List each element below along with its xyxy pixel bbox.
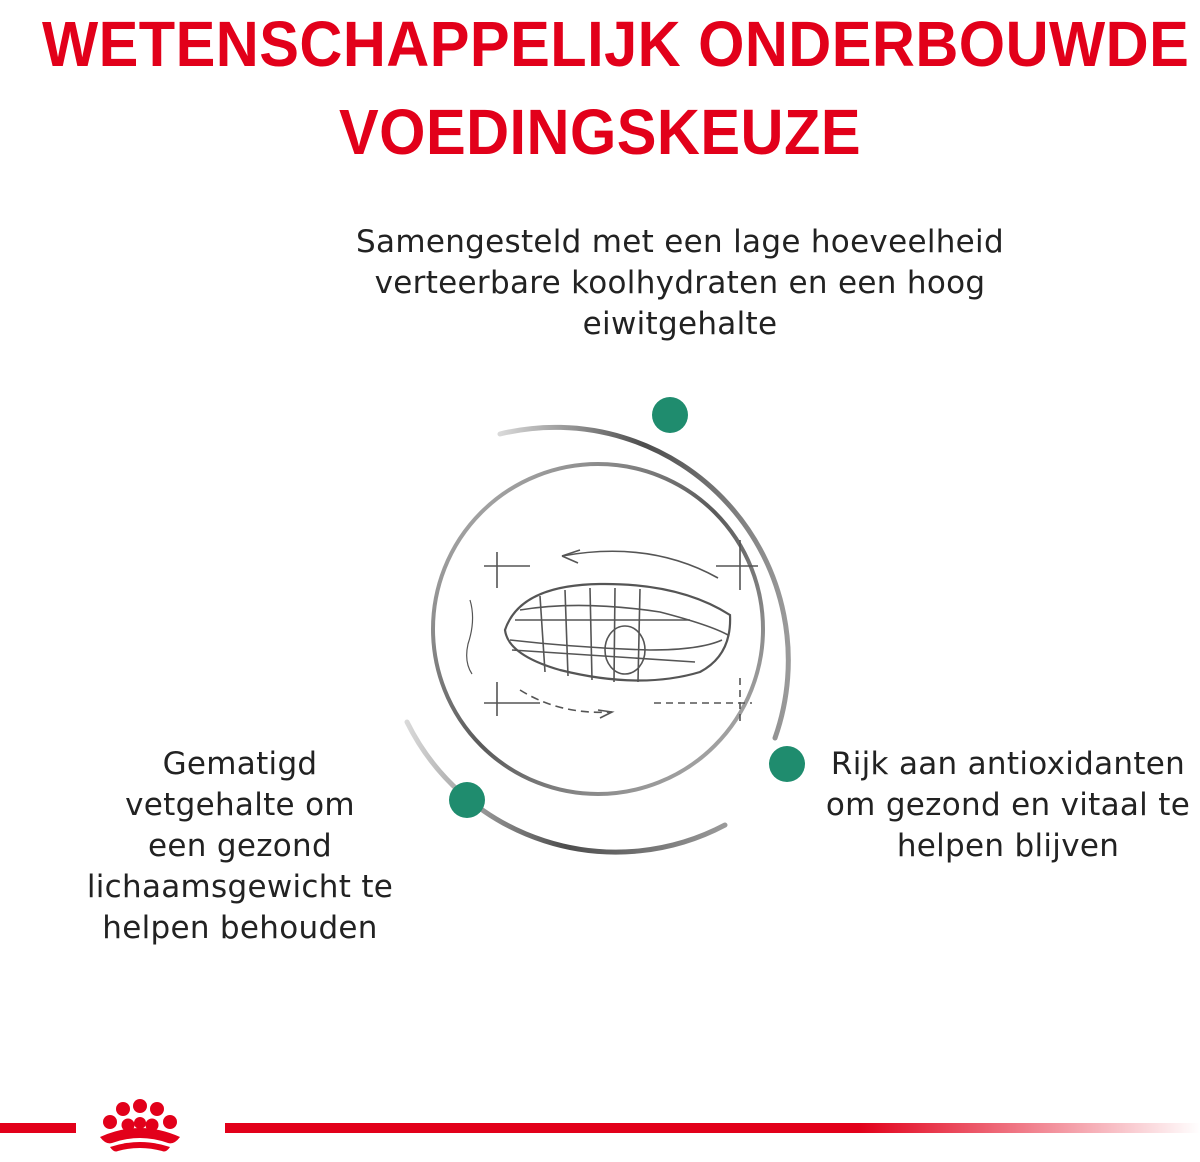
benefit-left-line: vetgehalte om (125, 787, 355, 823)
title-line-2: VOEDINGSKEUZE (339, 96, 861, 168)
benefit-top-line: eiwitgehalte (582, 306, 778, 342)
benefit-right-line: helpen blijven (896, 828, 1120, 864)
kibble-sketch-icon (467, 540, 758, 722)
benefit-top-line: Samengesteld met een lage hoeveelheid (356, 224, 1004, 260)
page-title (42, 0, 1190, 176)
green-dot-icon (652, 397, 688, 433)
footer-line-right (225, 1123, 1200, 1133)
benefit-diagram (380, 380, 860, 880)
footer-line-left (0, 1123, 76, 1133)
benefit-top-line: verteerbare koolhydraten en een hoog (374, 265, 986, 301)
benefit-top-text (300, 222, 1060, 345)
benefit-left-line: Gematigd (162, 746, 318, 782)
title-line-1: WETENSCHAPPELIJK ONDERBOUWDE (42, 8, 1190, 80)
benefit-right-line: Rijk aan antioxidanten (830, 746, 1186, 782)
green-dot-icon (769, 746, 805, 782)
benefit-right-line: om gezond en vitaal te (825, 787, 1191, 823)
benefit-left-line: lichaamsgewicht te (86, 869, 394, 905)
benefit-left-line: een gezond (148, 828, 332, 864)
benefit-left-line: helpen behouden (102, 910, 378, 946)
royal-canin-crown-logo (90, 1093, 190, 1159)
benefit-right-text (812, 744, 1200, 867)
green-dot-icon (449, 782, 485, 818)
